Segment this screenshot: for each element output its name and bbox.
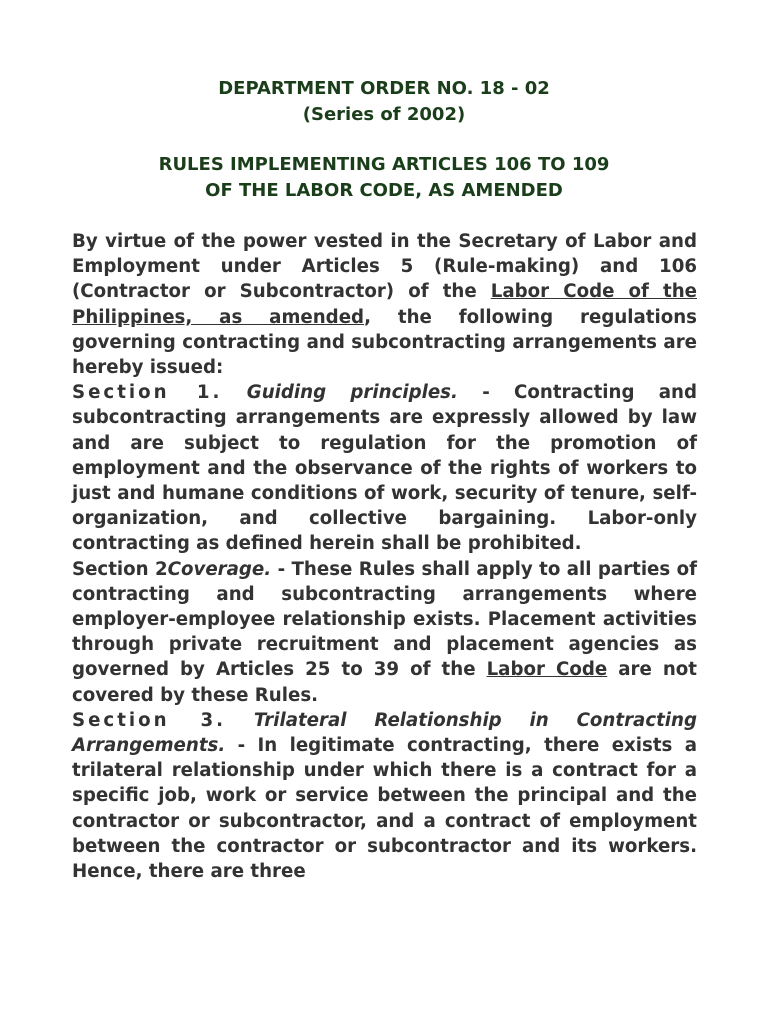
labor-code-link-2[interactable]: Labor Code <box>486 659 608 681</box>
title-line-1: RULES IMPLEMENTING ARTICLES 106 TO 109 <box>158 154 610 175</box>
preamble-text-1: By virtue of the power vested in the Secretary of Labor and Employment under Articles 5 (Rule-making) and 106 (Contractor or Subcontractor) of the <box>72 231 697 303</box>
series-label: (Series of 2002) <box>302 104 466 125</box>
preamble-text-2: , the following regulations governing contracting and subcontracting arrangements are hereby issued: <box>72 306 698 379</box>
section-3-label: Section 3. <box>72 709 227 731</box>
section-2-paragraph <box>72 557 697 708</box>
labor-code-link[interactable]: Labor Code of the Philippines, as amended <box>72 281 697 328</box>
section-2-text-2: are not covered by these Rules. <box>72 659 697 706</box>
section-3-text: - In legitimate contracting, there exists a trilateral relationship under which there is a contract for a specific job, work or service between the principal and the contractor or subcontractor, and a contract of employment between the contractor or subcontractor and its workers. Hence, there are three <box>72 735 697 883</box>
section-2-text-1: - These Rules shall apply to all parties of contracting and subcontracting arrangements where employer-employee relationship exists. Placement activities through private recruitment and placement agencies as governed by Articles 25 to 39 of the <box>72 558 698 681</box>
section-1-heading: Guiding principles. <box>246 382 458 404</box>
preamble-paragraph <box>72 229 697 380</box>
section-2-label: Section 2 <box>72 558 168 580</box>
section-3-heading: Trilateral Relationship in Contracting Arrangements. <box>72 709 697 757</box>
title-line-2: OF THE LABOR CODE, AS AMENDED <box>205 180 563 201</box>
order-number: DEPARTMENT ORDER NO. 18 - 02 <box>218 78 550 99</box>
section-2-heading: Coverage. <box>167 558 272 580</box>
section-1-label: Section 1. <box>72 382 223 404</box>
section-1-paragraph <box>72 380 697 556</box>
section-1-text: - Contracting and subcontracting arrangements are expressly allowed by law and are subject to regulation for the promotion of employment and the observance of the rights of workers to just and humane conditions of work, security of tenure, self-organization, and collective bargaining. Labor-only contracting as defined herein shall be prohibited. <box>72 382 697 555</box>
section-3-paragraph <box>72 708 697 884</box>
document-body <box>72 229 697 884</box>
